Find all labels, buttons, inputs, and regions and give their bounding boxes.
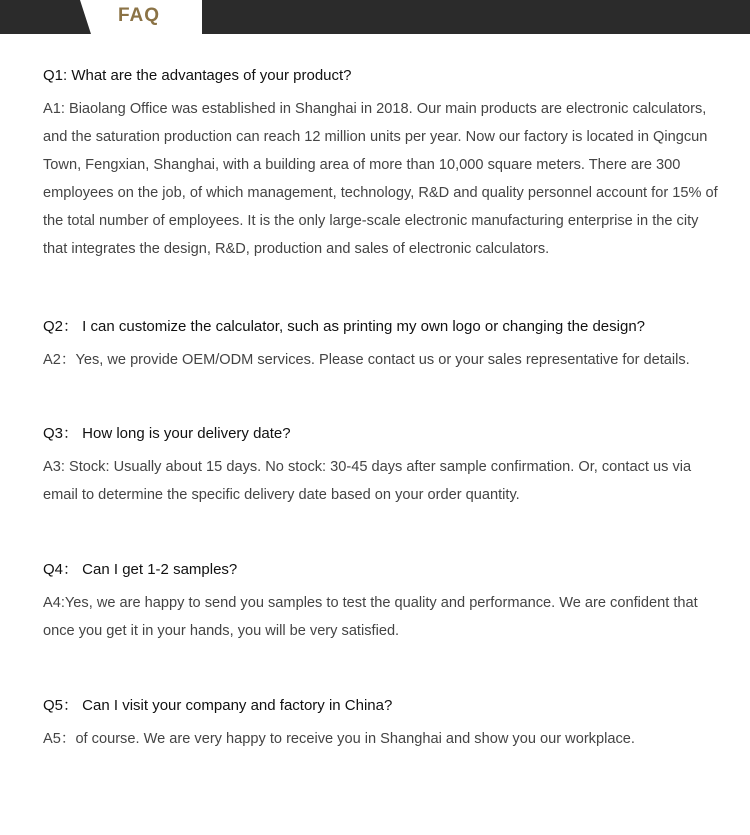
faq-question: Q1: What are the advantages of your product?: [43, 67, 352, 84]
faq-answer: A3: Stock: Usually about 15 days. No stock: 30-45 days after sample confirmation. Or, contact us via email to determine the specific delivery date based on your order quantity.: [43, 459, 692, 503]
faq-question: Q5： Can I visit your company and factory in China?: [43, 697, 393, 714]
faq-answer: A5：of course. We are very happy to receive you in Shanghai and show you our workplace.: [43, 731, 635, 747]
faq-list: [43, 66, 723, 753]
faq-answer: A1: Biaolang Office was established in Shanghai in 2018. Our main products are electronic calculators, and the saturation production can reach 12 million units per year. Now our factory is located in Qingcun Town, Fengxian, Shanghai, with a building area of more than 10,000 square meters. There are 300 employees on the job, of which management, technology, R&D and quality personnel account for 15% of the total number of employees. It is the only large-scale electronic manufacturing enterprise in the city that integrates the design, R&D, production and sales of electronic calculators.: [43, 101, 718, 257]
faq-answer: A2：Yes, we provide OEM/ODM services. Please contact us or your sales representative for details.: [43, 352, 690, 368]
faq-answer: A4:Yes, we are happy to send you samples to test the quality and performance. We are confident that once you get it in your hands, you will be very satisfied.: [43, 595, 698, 639]
faq-title: FAQ: [117, 5, 161, 26]
faq-item-q1: [43, 66, 723, 263]
faq-item-q2: [43, 317, 723, 374]
faq-item-q5: [43, 696, 723, 753]
faq-question: Q3： How long is your delivery date?: [43, 425, 291, 442]
faq-item-q3: [43, 424, 723, 509]
faq-question: Q2： I can customize the calculator, such as printing my own logo or changing the design?: [43, 318, 645, 335]
faq-question: Q4： Can I get 1-2 samples?: [43, 561, 238, 578]
faq-item-q4: [43, 560, 723, 645]
